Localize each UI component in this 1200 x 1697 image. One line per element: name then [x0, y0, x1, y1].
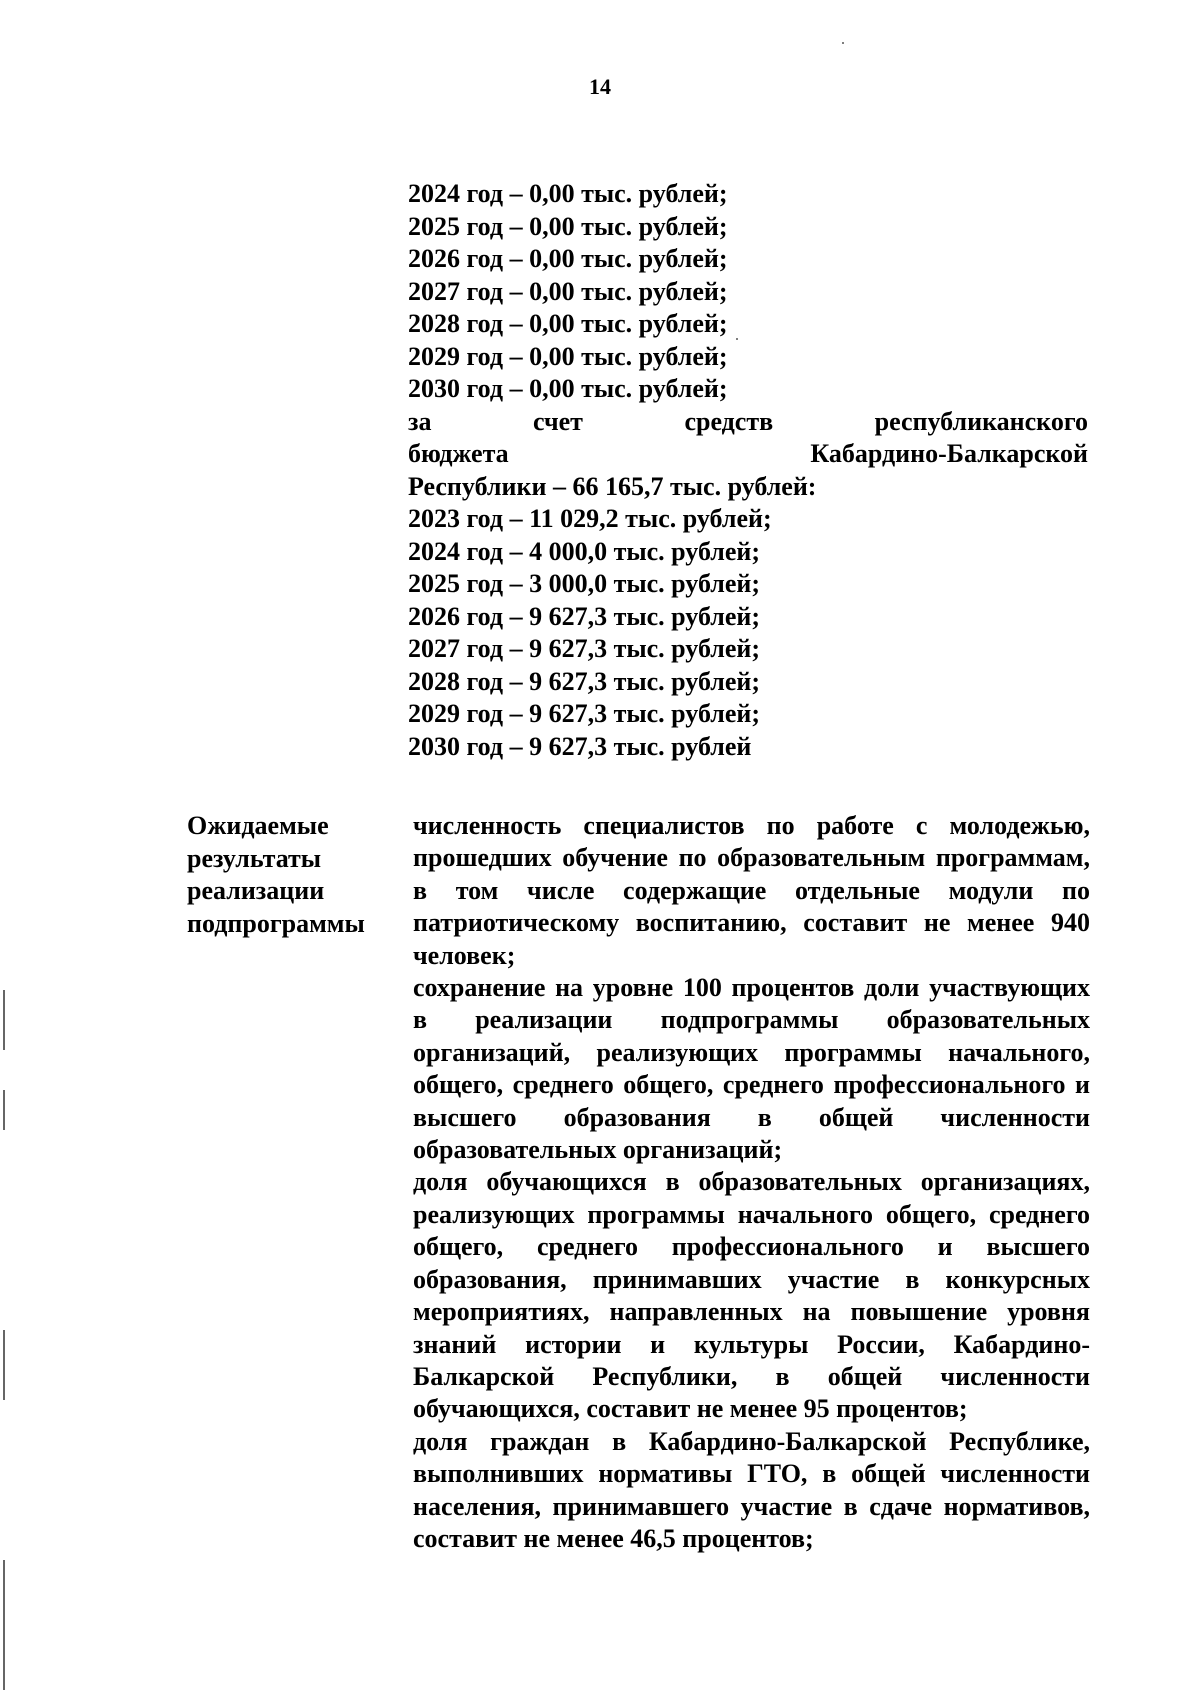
funding-line: 2026 год – 0,00 тыс. рублей; — [408, 244, 728, 273]
label-line: подпрограммы — [187, 908, 365, 938]
republic-total: Республики – 66 165,7 тыс. рублей: — [408, 471, 817, 501]
word: средств — [684, 406, 774, 436]
funding-line: 2030 год – 9 627,3 тыс. рублей — [408, 731, 752, 761]
funding-line: 2030 год – 0,00 тыс. рублей; — [408, 374, 728, 403]
funding-line: 2024 год – 0,00 тыс. рублей; — [408, 179, 728, 208]
scan-edge-mark — [3, 990, 5, 1050]
funding-line: 2027 год – 9 627,3 тыс. рублей; — [408, 634, 761, 663]
funding-block — [408, 178, 1088, 763]
results-label — [187, 810, 387, 940]
label-line: результаты — [187, 843, 322, 873]
word: республиканского — [874, 406, 1088, 436]
page-number: 14 — [589, 74, 611, 99]
results-text — [413, 810, 1090, 1555]
word: Кабардино-Балкарской — [810, 439, 1088, 468]
scan-edge-mark — [3, 1330, 5, 1400]
republic-intro-line — [408, 406, 1088, 439]
funding-line: 2023 год – 11 029,2 тыс. рублей; — [408, 504, 772, 533]
funding-line: 2027 год – 0,00 тыс. рублей; — [408, 276, 728, 306]
funding-line: 2024 год – 4 000,0 тыс. рублей; — [408, 536, 761, 566]
funding-line: 2026 год – 9 627,3 тыс. рублей; — [408, 601, 761, 631]
republic-intro-line — [408, 438, 1088, 471]
label-line: Ожидаемые — [187, 811, 329, 840]
result-paragraph: доля граждан в Кабардино-Балкарской Республике, выполнивших нормативы ГТО, в общей численности населения, принимавшего участие в сдаче нормативов, составит не менее 46,5 процентов; — [413, 1426, 1090, 1553]
result-paragraph: сохранение на уровне 100 процентов доли участвующих в реализации подпрограммы образовательных организаций, реализующих программы начального, общего, среднего общего, среднего профессионального и высшего образования в общей численности образовательных организаций; — [413, 973, 1090, 1165]
word: за — [408, 406, 432, 436]
label-line: реализации — [187, 876, 325, 905]
funding-line: 2025 год – 0,00 тыс. рублей; — [408, 211, 728, 241]
funding-line: 2028 год – 9 627,3 тыс. рублей; — [408, 666, 761, 696]
scan-speck — [842, 42, 844, 44]
result-paragraph: численность специалистов по работе с молодежью, прошедших обучение по образовательным программам, в том числе содержащие отдельные модули по патриотическому воспитанию, составит не менее 940 человек; — [413, 811, 1090, 970]
word: счет — [532, 406, 583, 436]
scan-edge-mark — [3, 1090, 5, 1130]
funding-line: 2025 год – 3 000,0 тыс. рублей; — [408, 569, 761, 598]
funding-line: 2029 год – 0,00 тыс. рублей; — [408, 341, 728, 371]
word: бюджета — [408, 439, 509, 468]
scan-speck — [736, 338, 738, 340]
scan-edge-mark — [3, 1560, 5, 1690]
funding-line: 2028 год – 0,00 тыс. рублей; — [408, 309, 728, 338]
result-paragraph: доля обучающихся в образовательных организациях, реализующих программы начального общего, среднего общего, среднего профессионального и высшего образования, принимавших участие в конкурсных мероприятиях, направленных на повышение уровня знаний истории и культуры России, Кабардино-Балкарской Республики, в общей численности обучающихся, составит не менее 95 процентов; — [413, 1167, 1090, 1424]
funding-line: 2029 год – 9 627,3 тыс. рублей; — [408, 699, 761, 728]
